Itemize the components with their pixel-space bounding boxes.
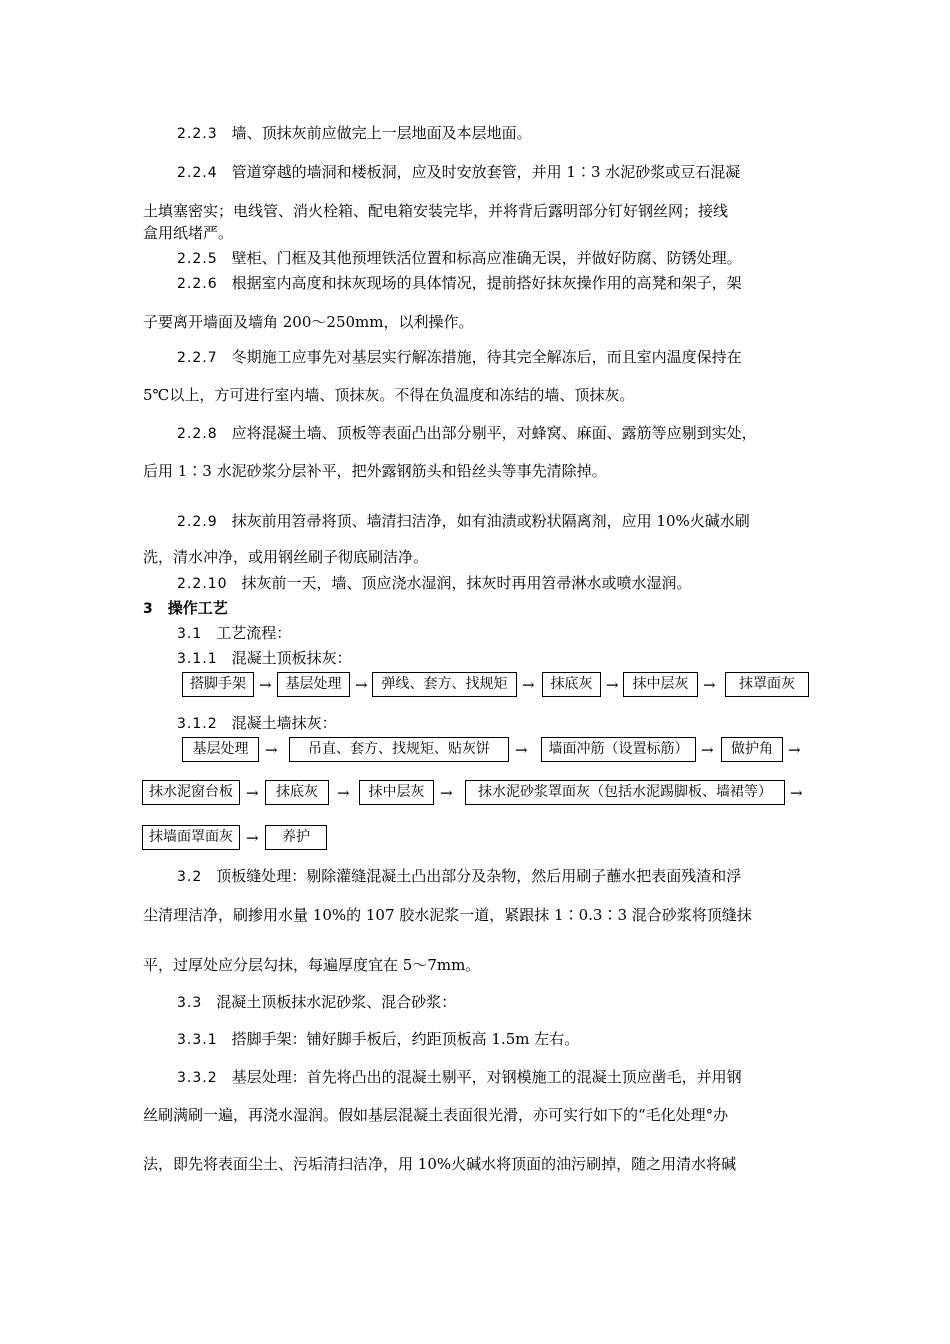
section-3-heading: 3 操作工艺 [143,599,228,617]
flow2-step-corner-guard: 做护角 [721,737,783,762]
flow1-step-middle-coat: 抹中层灰 [623,672,698,697]
flow1-step-scaffold: 搭脚手架 [182,672,254,697]
flow2-step-base-treatment: 基层处理 [182,737,259,762]
paragraph-3-2-line3: 平，过厚处应分层勾抹，每遍厚度宜在 5～7mm。 [143,956,481,974]
flow-arrow: → [790,784,803,802]
flow2-step-base-coat: 抹底灰 [265,780,329,805]
flow-arrow: → [440,784,453,802]
flow-arrow: → [246,829,259,847]
section-3-1-2-heading: 3.1.2 混凝土墙抹灰： [177,714,337,732]
flow1-step-finish-coat: 抹罩面灰 [725,672,809,697]
flow2-step-middle-coat: 抹中层灰 [359,780,434,805]
section-3-1-1-heading: 3.1.1 混凝土顶板抹灰： [177,649,352,667]
flow-arrow: → [355,676,368,694]
paragraph-2-2-6-line1: 2.2.6 根据室内高度和抹灰现场的具体情况，提前搭好抹灰操作用的高凳和架子，架 [177,274,742,292]
flow1-step-layout: 弹线、套方、找规矩 [372,672,517,697]
paragraph-2-2-9-line1: 2.2.9 抹灰前用笤帚将顶、墙清扫洁净，如有油渍或粉状隔离剂，应用 10%火碱水刷 [177,512,750,530]
paragraph-2-2-4-line1: 2.2.4 管道穿越的墙洞和楼板洞，应及时安放套管，并用 1∶3 水泥砂浆或豆石混凝 [177,163,741,181]
flow-arrow: → [788,741,801,759]
flow1-step-base-treatment: 基层处理 [277,672,350,697]
flow-arrow: → [701,741,714,759]
paragraph-2-2-9-line2: 洗，清水冲净，或用钢丝刷子彻底刷洁净。 [143,548,429,566]
flow-arrow: → [606,676,619,694]
paragraph-2-2-7-line2: 5℃以上，方可进行室内墙、顶抹灰。不得在负温度和冻结的墙、顶抹灰。 [143,386,635,404]
flow-arrow: → [703,676,716,694]
paragraph-2-2-6-line2: 子要离开墙面及墙角 200～250mm，以利操作。 [143,313,474,331]
flow2-step-layout: 吊直、套方、找规矩、贴灰饼 [289,737,509,762]
paragraph-2-2-5: 2.2.5 壁柜、门框及其他预埋铁活位置和标高应准确无误，并做好防腐、防锈处理。 [177,249,742,267]
paragraph-3-3-1: 3.3.1 搭脚手架：铺好脚手板后，约距顶板高 1.5m 左右。 [177,1030,580,1048]
flow1-step-base-coat: 抹底灰 [542,672,601,697]
flow2-step-window-sill: 抹水泥窗台板 [142,780,240,805]
flow-arrow: → [259,676,272,694]
flow-arrow: → [337,784,350,802]
paragraph-3-2-line2: 尘清理洁净，刷掺用水量 10%的 107 胶水泥浆一道，紧跟抹 1∶0.3∶3 混合砂浆将顶缝抹 [143,906,752,924]
paragraph-2-2-7-line1: 2.2.7 冬期施工应事先对基层实行解冻措施，待其完全解冻后，而且室内温度保持在 [177,348,742,366]
paragraph-2-2-3: 2.2.3 墙、顶抹灰前应做完上一层地面及本层地面。 [177,124,532,142]
flow2-step-screeds: 墙面冲筋（设置标筋） [541,737,696,762]
paragraph-3-3-2-line3: 法，即先将表面尘土、污垢清扫洁净，用 10%火碱水将顶面的油污刷掉，随之用清水将碱 [143,1155,737,1173]
paragraph-3-2-line1: 3.2 顶板缝处理：剔除灌缝混凝土凸出部分及杂物，然后用刷子蘸水把表面残渣和浮 [177,867,742,885]
section-3-1-heading: 3.1 工艺流程： [177,624,292,642]
flow2-step-cement-finish: 抹水泥砂浆罩面灰（包括水泥踢脚板、墙裙等） [465,780,785,805]
paragraph-3-3-2-line2: 丝刷满刷一遍，再浇水湿润。假如基层混凝土表面很光滑，亦可实行如下的“毛化处理°办 [143,1106,729,1124]
flow-arrow: → [246,784,259,802]
paragraph-3-3-2-line1: 3.3.2 基层处理：首先将凸出的混凝土剔平，对钢模施工的混凝土顶应凿毛，并用钢 [177,1068,742,1086]
paragraph-2-2-8-line1: 2.2.8 应将混凝土墙、顶板等表面凸出部分剔平，对蜂窝、麻面、露筋等应剔到实处， [177,424,757,442]
flow-arrow: → [522,676,535,694]
paragraph-2-2-4-line3: 盒用纸堵严。 [143,224,234,242]
paragraph-2-2-10: 2.2.10 抹灰前一天，墙、顶应浇水湿润，抹灰时再用笤帚淋水或喷水湿润。 [177,574,692,592]
paragraph-2-2-8-line2: 后用 1∶3 水泥砂浆分层补平，把外露钢筋头和铅丝头等事先清除掉。 [143,462,607,480]
paragraph-2-2-4-line2: 土填塞密实；电线管、消火栓箱、配电箱安装完毕，并将背后露明部分钉好钢丝网；接线 [143,202,729,220]
flow2-step-curing: 养护 [265,825,327,850]
flow2-step-wall-finish: 抹墙面罩面灰 [142,825,240,850]
flow-arrow: → [515,741,528,759]
paragraph-3-3: 3.3 混凝土顶板抹水泥砂浆、混合砂浆： [177,993,457,1011]
flow-arrow: → [265,741,278,759]
